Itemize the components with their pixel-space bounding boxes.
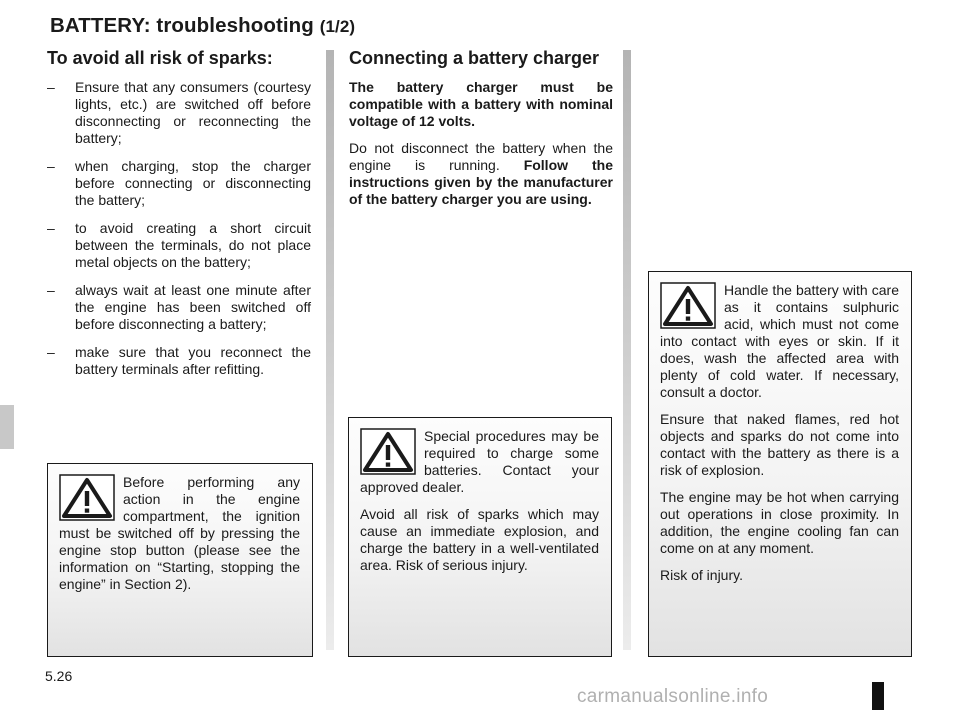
section-tab <box>0 405 14 449</box>
column-divider-right <box>623 50 631 650</box>
list-item: – to avoid creating a short circuit between the terminals, do not place metal objects on the battery; <box>47 220 311 270</box>
list-item: – always wait at least one minute after the engine has been switched off before disconnecting a battery; <box>47 282 311 332</box>
list-item: – Ensure that any consumers (courtesy lights, etc.) are switched off before disconnecting or reconnecting the battery; <box>47 79 311 146</box>
page-number: 5.26 <box>45 668 73 684</box>
warning-triangle-icon <box>360 428 416 475</box>
warning-box-acid <box>648 271 912 657</box>
list-item: – make sure that you reconnect the battery terminals after refitting. <box>47 344 311 377</box>
warning-box-charging <box>348 417 612 657</box>
warning-text: Handle the battery with care as it contains sulphuric acid, which must not come into contact with eyes or skin. If it does, wash the affected area with plenty of cold water. If necessary, consult a doctor. <box>660 282 899 400</box>
left-column <box>47 48 311 389</box>
column-divider-left <box>326 50 334 650</box>
warning-triangle-icon <box>660 282 716 329</box>
charger-instruction-text: Do not disconnect the battery when the engine is running. <box>349 140 613 173</box>
charger-heading: Connecting a battery charger <box>349 48 600 68</box>
page-title-sub: (1/2) <box>319 17 356 36</box>
warning-text: Avoid all risk of sparks which may cause an immediate explosion, and charge the battery in a well-ventilated area. Risk of serious injury. <box>360 506 599 573</box>
warning-text: The engine may be hot when carrying out operations in close proximity. In addition, the engine cooling fan can come on at any moment. <box>660 489 899 556</box>
watermark: carmanualsonline.info <box>577 686 769 707</box>
list-item: – when charging, stop the charger before connecting or disconnecting the battery; <box>47 158 311 208</box>
warning-text: Special procedures may be required to charge some batteries. Contact your approved dealer. <box>360 428 599 495</box>
charger-compat-text: The battery charger must be compatible with a battery with nominal voltage of 12 volts. <box>349 79 613 129</box>
warning-text: Ensure that naked flames, red hot objects and sparks do not come into contact with the battery as there is a risk of explosion. <box>660 411 899 478</box>
warning-text: Risk of injury. <box>660 567 743 583</box>
page-title <box>50 14 355 38</box>
middle-column <box>349 48 613 218</box>
warning-box-ignition <box>47 463 313 657</box>
sparks-list <box>47 79 311 378</box>
warning-triangle-icon <box>59 474 115 521</box>
warning-text: Before performing any action in the engine compartment, the ignition must be switched off by pressing the engine stop button (please see the information on “Starting, stopping the engine” in Section 2). <box>59 474 300 592</box>
corner-marker <box>872 682 884 710</box>
sparks-heading: To avoid all risk of sparks: <box>47 48 273 68</box>
page-title-main: BATTERY: troubleshooting <box>50 14 314 37</box>
charger-instruction-bold: Follow the instructions given by the manufacturer of the battery charger you are using. <box>349 157 613 207</box>
